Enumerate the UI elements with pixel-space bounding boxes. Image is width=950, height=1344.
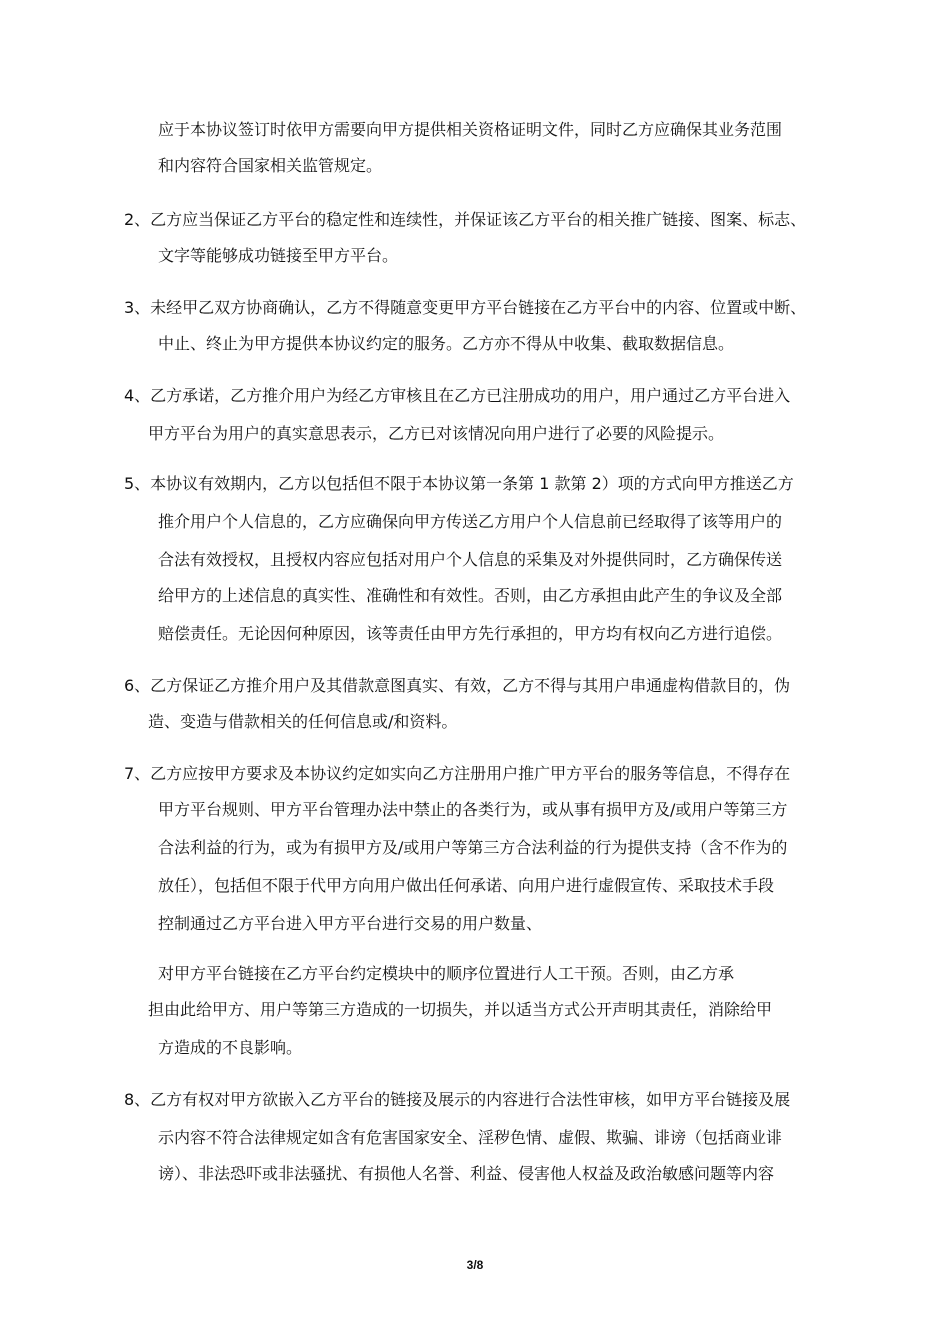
text-line: 方造成的不良影响。 [158,1038,303,1057]
text-line: 推介用户个人信息的，乙方应确保向甲方传送乙方用户个人信息前已经取得了该等用户的 [158,512,783,531]
text-line: 中止、终止为甲方提供本协议约定的服务。乙方亦不得从中收集、截取数据信息。 [158,334,735,353]
text-line: 赔偿责任。无论因何种原因，该等责任由甲方先行承担的，甲方均有权向乙方进行追偿。 [158,624,783,643]
text-line: 甲方平台为用户的真实意思表示，乙方已对该情况向用户进行了必要的风险提示。 [148,424,725,443]
text-line: 示内容不符合法律规定如含有危害国家安全、淫秽色情、虚假、欺骗、诽谤（包括商业诽 [158,1128,783,1147]
text-line: 4、乙方承诺，乙方推介用户为经乙方审核且在乙方已注册成功的用户，用户通过乙方平台进入 [124,386,791,405]
text-line: 7、乙方应按甲方要求及本协议约定如实向乙方注册用户推广甲方平台的服务等信息，不得存在 [124,764,791,783]
page-number: 3/8 [466,1258,484,1272]
text-line: 5、本协议有效期内，乙方以包括但不限于本协议第一条第 1 款第 2）项的方式向甲方推送乙方 [124,474,794,493]
text-line: 文字等能够成功链接至甲方平台。 [158,246,399,265]
text-line: 甲方平台规则、甲方平台管理办法中禁止的各类行为，或从事有损甲方及/或用户等第三方 [158,800,788,819]
text-line: 谤）、非法恐吓或非法骚扰、有损他人名誉、利益、侵害他人权益及政治敏感问题等内容 [158,1164,775,1183]
text-line: 6、乙方保证乙方推介用户及其借款意图真实、有效，乙方不得与其用户串通虚构借款目的，伪 [124,676,791,695]
text-line: 担由此给甲方、用户等第三方造成的一切损失，并以适当方式公开声明其责任，消除给甲 [148,1000,773,1019]
text-line: 给甲方的上述信息的真实性、准确性和有效性。否则，由乙方承担由此产生的争议及全部 [158,586,783,605]
text-line: 2、乙方应当保证乙方平台的稳定性和连续性，并保证该乙方平台的相关推广链接、图案、标志、 [124,210,807,229]
text-line: 8、乙方有权对甲方欲嵌入乙方平台的链接及展示的内容进行合法性审核，如甲方平台链接及展 [124,1090,791,1109]
text-line: 和内容符合国家相关监管规定。 [158,156,383,175]
text-line: 合法有效授权，且授权内容应包括对用户个人信息的采集及对外提供同时，乙方确保传送 [158,550,783,569]
text-line: 应于本协议签订时依甲方需要向甲方提供相关资格证明文件，同时乙方应确保其业务范围 [158,120,783,139]
text-line: 控制通过乙方平台进入甲方平台进行交易的用户数量、 [158,914,543,933]
text-line: 放任），包括但不限于代甲方向用户做出任何承诺、向用户进行虚假宣传、采取技术手段 [158,876,775,895]
text-line: 3、未经甲乙双方协商确认，乙方不得随意变更甲方平台链接在乙方平台中的内容、位置或中断、 [124,298,807,317]
text-line: 对甲方平台链接在乙方平台约定模块中的顺序位置进行人工干预。否则，由乙方承 [158,964,735,983]
text-line: 造、变造与借款相关的任何信息或/和资料。 [148,712,458,731]
text-line: 合法利益的行为，或为有损甲方及/或用户等第三方合法利益的行为提供支持（含不作为的 [158,838,788,857]
